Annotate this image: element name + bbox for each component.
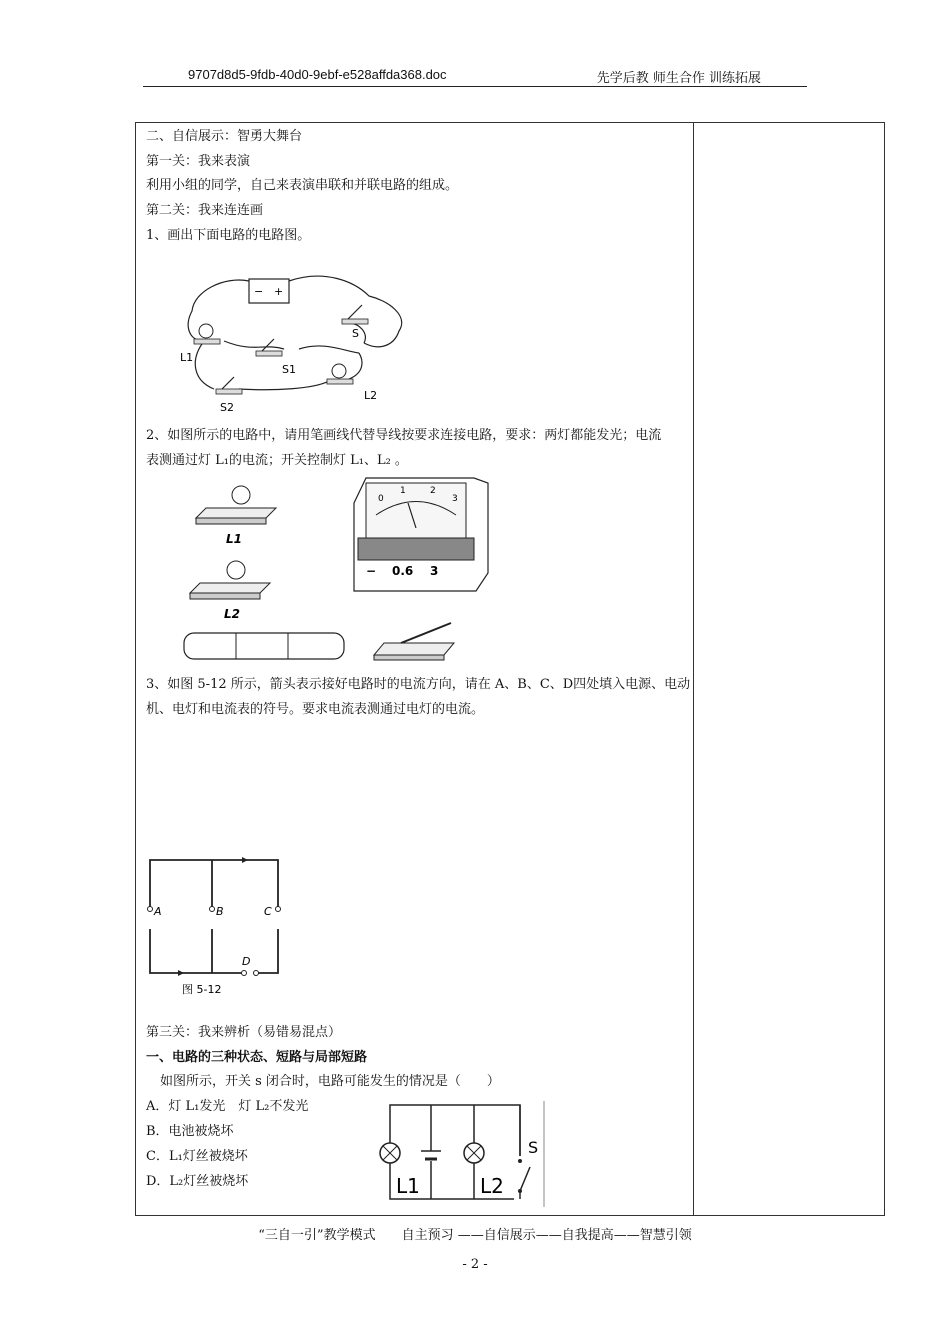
symbol-label-l1: L1	[396, 1174, 420, 1198]
knife-switch-icon	[374, 623, 454, 660]
lamp-l1-icon	[199, 324, 213, 338]
lamp-l2-symbol-icon	[464, 1143, 484, 1163]
level2-title: 第二关：我来连连画	[146, 203, 264, 218]
point-c: C	[264, 905, 272, 918]
switch-s1-icon	[256, 351, 282, 356]
question-text: 如图所示，开关 s 闭合时，电路可能发生的情况是（ ）	[160, 1074, 500, 1089]
label-l1: L1	[180, 351, 194, 364]
current-arrow-bottom	[178, 970, 184, 976]
level1-text: 利用小组的同学，自己来表演串联和并联电路的组成。	[146, 178, 459, 193]
question-2-line1: 2、如图所示的电路中，请用笔画线代替导线按要求连接电路，要求：两灯都能发光；电流	[146, 428, 662, 443]
terminal-3: 3	[430, 564, 439, 578]
level1-title: 第一关：我来表演	[146, 154, 251, 169]
terminal-minus: −	[366, 564, 377, 578]
circuit-drawing-1	[164, 271, 414, 421]
switch-s2-icon	[216, 389, 242, 394]
lamp-l1-symbol-icon	[380, 1143, 400, 1163]
label-s1: S1	[282, 363, 296, 376]
component-label-l2: L2	[224, 607, 240, 621]
footer-mode: “三自一引”教学模式 自主预习 ——自信展示——自我提高——智慧引领	[258, 1228, 692, 1243]
option-c: C．L₁灯丝被烧坏	[146, 1149, 248, 1164]
header-filename: 9707d8d5-9fdb-40d0-9ebf-e528affda368.doc	[188, 67, 447, 82]
point-a: A	[154, 905, 162, 918]
components-drawing	[176, 473, 506, 663]
meter-scale-2: 2	[430, 486, 436, 496]
battery-plus: +	[274, 285, 284, 298]
terminal-0-6: 0.6	[392, 564, 414, 578]
lamp-l2-component-icon	[227, 561, 245, 579]
lamp-l2-icon	[332, 364, 346, 378]
question-3-line1: 3、如图 5-12 所示，箭头表示接好电路时的电流方向，请在 A、B、C、D四处填入电源、电动	[146, 677, 691, 692]
content-table	[135, 122, 885, 1216]
level3-title: 第三关：我来辨析（易错易混点）	[146, 1025, 342, 1040]
point-b: B	[216, 905, 224, 918]
label-l2: L2	[364, 389, 378, 402]
page-number: - 2 -	[462, 1257, 488, 1272]
switch-s-icon	[342, 319, 368, 324]
symbol-label-s: S	[528, 1138, 539, 1157]
current-arrow-top	[242, 857, 248, 863]
page-header	[143, 64, 807, 87]
header-slogan: 先学后教 师生合作 训练拓展	[596, 71, 761, 86]
option-b: B．电池被烧坏	[146, 1124, 234, 1139]
section-title: 二、自信展示：智勇大舞台	[146, 129, 303, 144]
battery-cells-icon	[184, 633, 344, 659]
option-d: D．L₂灯丝被烧坏	[146, 1174, 249, 1189]
meter-scale-0: 0	[378, 494, 384, 504]
label-s: S	[352, 327, 359, 340]
symbol-label-l2: L2	[480, 1174, 504, 1198]
switch-s-symbol-icon	[514, 1156, 530, 1201]
option-a: A．灯 L₁发光 灯 L₂不发光	[146, 1099, 309, 1114]
component-label-l1: L1	[226, 532, 242, 546]
question-2-line2: 表测通过灯 L₁的电流；开关控制灯 L₁、L₂ 。	[146, 453, 408, 468]
lamp-l1-component-icon	[232, 486, 250, 504]
question-3-line2: 机、电灯和电流表的符号。要求电流表测通过电灯的电流。	[146, 702, 485, 717]
question-1: 1、画出下面电路的电路图。	[146, 228, 311, 243]
circuit-figure-5-12	[144, 857, 289, 997]
figure-caption: 图 5-12	[182, 983, 222, 996]
label-s2: S2	[220, 401, 234, 414]
subsection-title: 一、电路的三种状态、短路与局部短路	[146, 1050, 368, 1065]
meter-scale-1: 1	[400, 486, 406, 496]
column-divider	[693, 123, 694, 1215]
battery-minus: −	[254, 285, 264, 298]
circuit-diagram-lamps-switch	[376, 1101, 551, 1207]
point-d: D	[242, 955, 251, 968]
meter-scale-3: 3	[452, 494, 458, 504]
